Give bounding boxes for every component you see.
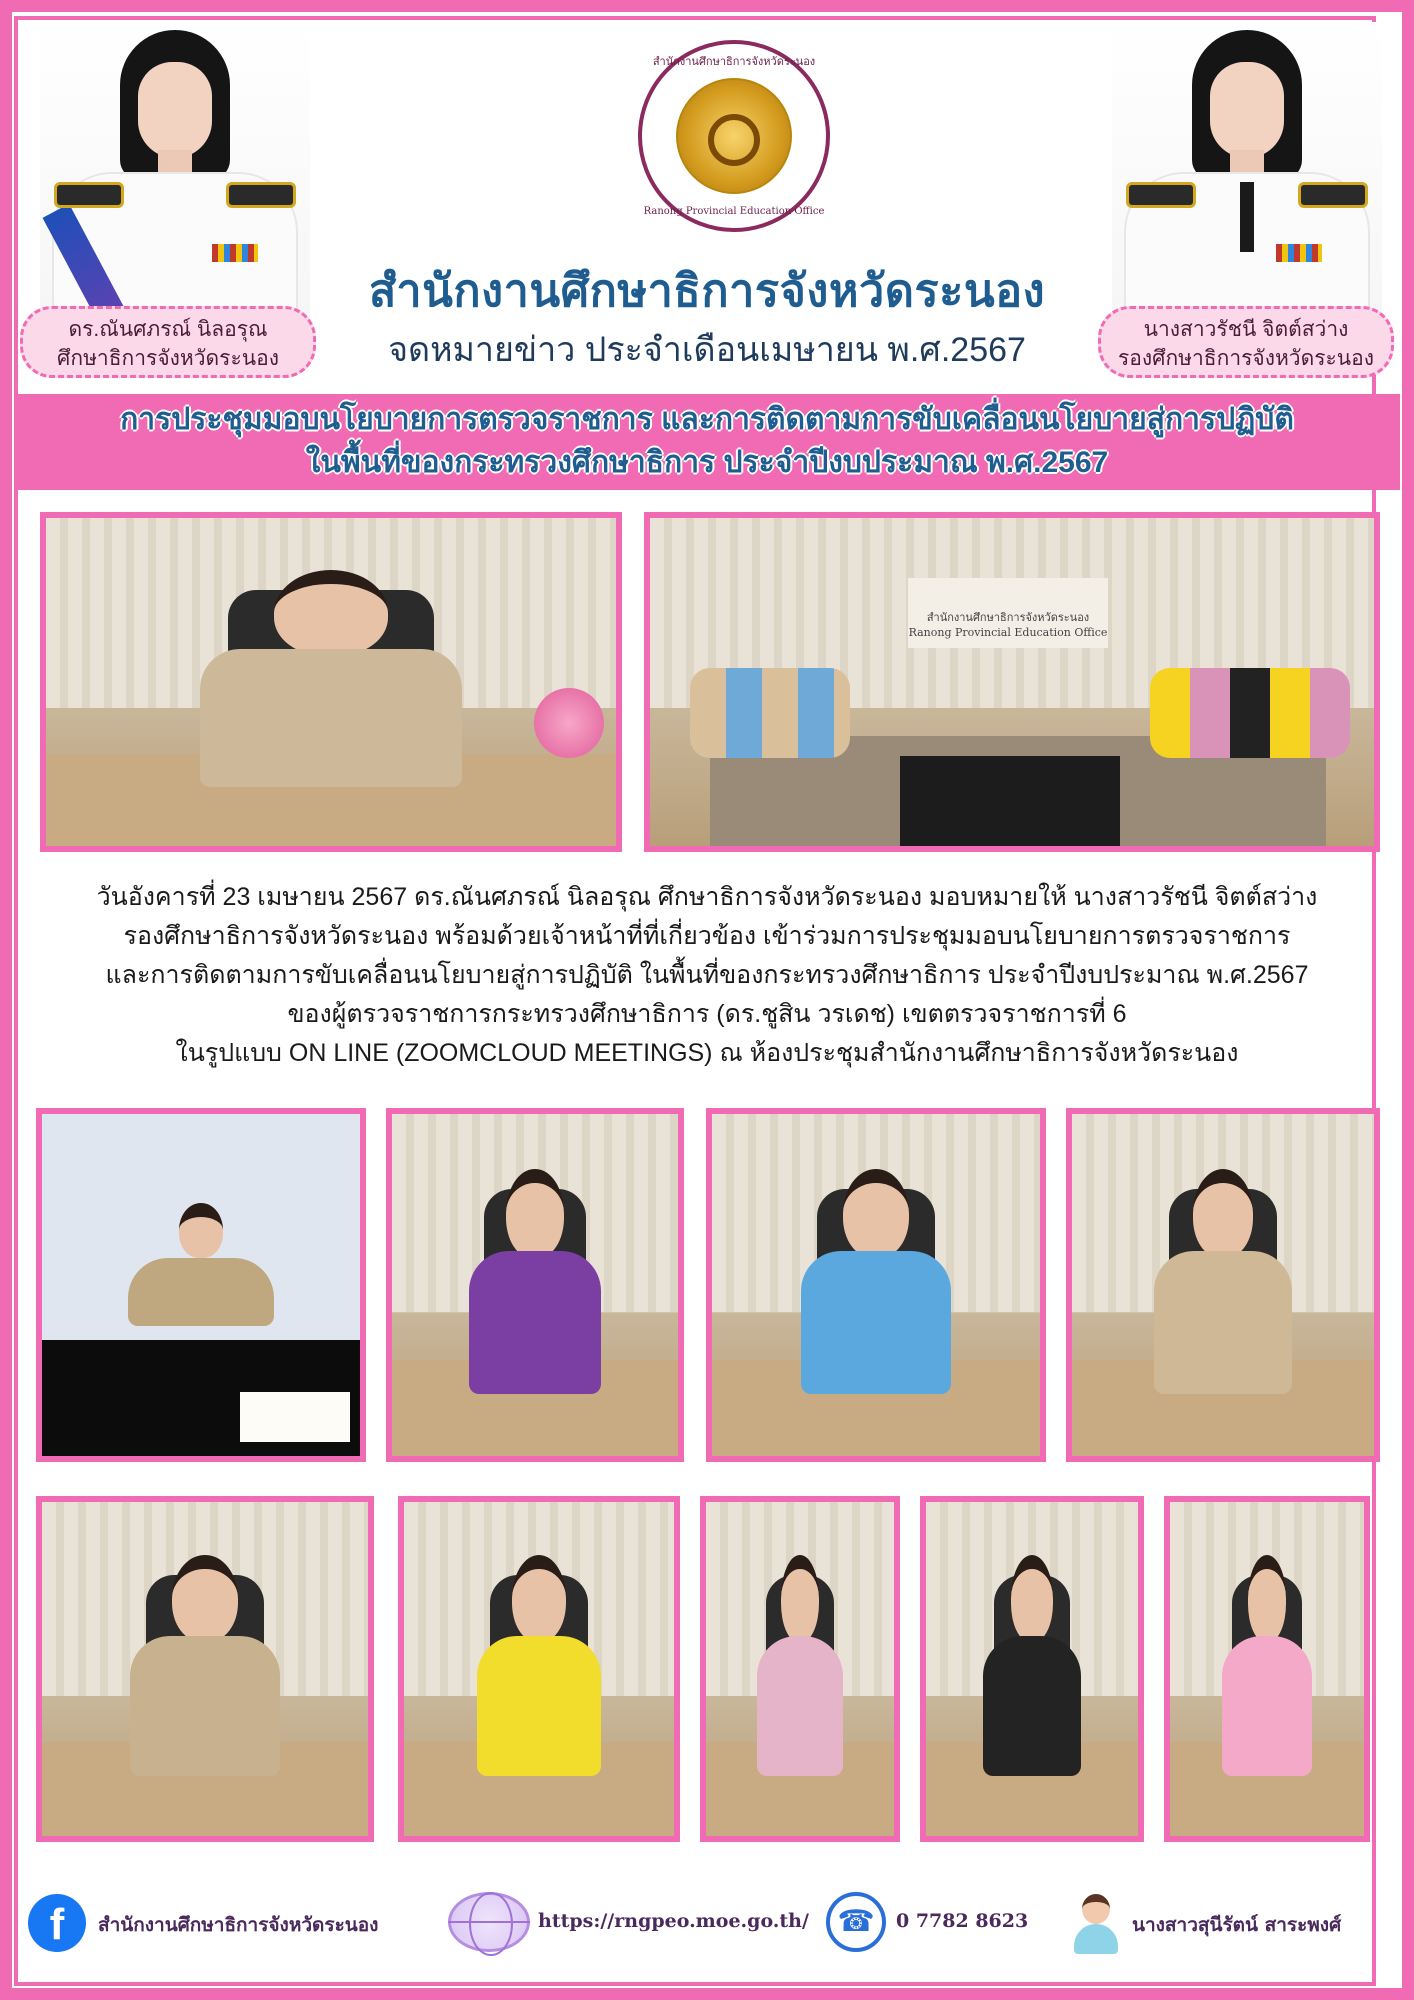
left-person-position: ศึกษาธิการจังหวัดระนอง: [57, 347, 279, 370]
facebook-icon[interactable]: f: [28, 1894, 86, 1952]
photo-meeting-room: [644, 512, 1380, 852]
photo-staff-purple: [386, 1108, 684, 1462]
left-portrait-photo: [40, 22, 310, 320]
left-person-name: ดร.ณันศภรณ์ นิลอรุณ: [68, 318, 268, 341]
photo-inspector-online-screen: [36, 1108, 366, 1462]
body-line-5: ในรูปแบบ ON LINE (ZOOMCLOUD MEETINGS) ณ ห้องประชุมสำนักงานศึกษาธิการจังหวัดระนอง: [175, 1039, 1239, 1067]
office-title: สำนักงานศึกษาธิการจังหวัดระนอง: [368, 265, 1046, 316]
headline-line-1: การประชุมมอบนโยบายการตรวจราชการ และการติดตามการขับเคลื่อนนโยบายสู่การปฏิบัติ: [120, 403, 1294, 436]
right-person-name-tag: [1098, 306, 1394, 378]
seal-text-top: สำนักงานศึกษาธิการจังหวัดระนอง: [652, 55, 816, 68]
footer-author-name: นางสาวสุนีรัตน์ สาระพงศ์: [1132, 1914, 1342, 1936]
body-line-3: และการติดตามการขับเคลื่อนนโยบายสู่การปฏิบัติ ในพื้นที่ของกระทรวงศึกษาธิการ ประจำปีงบประมาณ พ.ศ.2567: [105, 961, 1309, 989]
photo-staff-yellow-shirt: [398, 1496, 680, 1842]
photo-staff-blue-shirt: [706, 1108, 1046, 1462]
room-sign-text: สำนักงานศึกษาธิการจังหวัดระนอง: [926, 611, 1090, 624]
footer-facebook-name[interactable]: สำนักงานศึกษาธิการจังหวัดระนอง: [98, 1914, 379, 1936]
photo-staff-black-jacket: [920, 1496, 1144, 1842]
headline-line-2: ในพื้นที่ของกระทรวงศึกษาธิการ ประจำปีงบประมาณ พ.ศ.2567: [305, 446, 1109, 479]
headline-banner: [14, 394, 1400, 490]
photo-staff-uniform-glasses: [36, 1496, 374, 1842]
room-sign-text-en: Ranong Provincial Education Office: [908, 626, 1108, 639]
body-line-2: รองศึกษาธิการจังหวัดระนอง พร้อมด้วยเจ้าหน้าที่ที่เกี่ยวข้อง เข้าร่วมการประชุมมอบนโยบายการตรวจราชการ: [123, 922, 1291, 950]
photo-deputy-at-desk: [40, 512, 622, 852]
photo-staff-floral: [700, 1496, 900, 1842]
globe-icon: [448, 1892, 530, 1952]
newsletter-date-line: จดหมายข่าว ประจำเดือนเมษายน พ.ศ.2567: [388, 331, 1026, 369]
left-person-name-tag: [20, 306, 316, 378]
author-avatar-icon: [1068, 1890, 1124, 1954]
footer-phone-number[interactable]: 0 7782 8623: [896, 1910, 1029, 1932]
photo-staff-uniform: [1066, 1108, 1380, 1462]
footer-contact-bar: [14, 1886, 1400, 1958]
photo-staff-pink-shirt: [1164, 1496, 1370, 1842]
office-seal-logo: [638, 40, 830, 232]
right-person-name: นางสาวรัชนี จิตต์สว่าง: [1143, 318, 1349, 341]
body-line-1: วันอังคารที่ 23 เมษายน 2567 ดร.ณันศภรณ์ นิลอรุณ ศึกษาธิการจังหวัดระนอง มอบหมายให้ นางสาวรัชนี จิตต์สว่าง: [96, 883, 1318, 911]
phone-icon: ☎: [826, 1892, 886, 1952]
news-body-text: [30, 878, 1384, 1073]
dharma-wheel-icon: [708, 114, 760, 166]
body-line-4: ของผู้ตรวจราชการกระทรวงศึกษาธิการ (ดร.ชูสิน วรเดช) เขตตรวจราชการที่ 6: [287, 1000, 1127, 1028]
footer-website-link[interactable]: https://rngpeo.moe.go.th/: [538, 1910, 809, 1932]
right-person-position: รองศึกษาธิการจังหวัดระนอง: [1117, 347, 1375, 370]
seal-text-bottom: Ranong Provincial Education Office: [643, 206, 825, 217]
right-portrait-photo: [1112, 22, 1382, 320]
